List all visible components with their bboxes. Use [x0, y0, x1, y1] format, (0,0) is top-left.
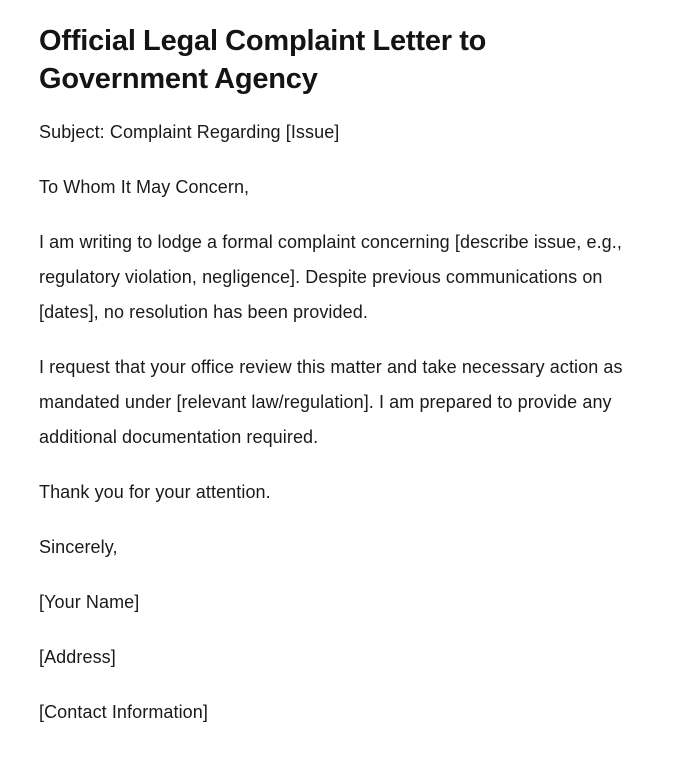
body-paragraph-1: I am writing to lodge a formal complaint concerning [describe issue, e.g., regulatory violation, negligence]. Despite previous communications on [dates], no resolution has been provided. [39, 232, 622, 322]
paragraph-spacer [39, 205, 640, 225]
paragraph-spacer [39, 150, 640, 170]
paragraph-spacer [39, 620, 640, 640]
body-paragraph-2: I request that your office review this matter and take necessary action as mandated under [relevant law/regulation]. I am prepared to provide any additional documentation required. [39, 357, 623, 447]
subject-line: Subject: Complaint Regarding [Issue] [39, 122, 340, 142]
salutation: To Whom It May Concern, [39, 177, 250, 197]
title-spacer [39, 98, 640, 115]
page-title: Official Legal Complaint Letter to Government Agency [39, 25, 487, 95]
paragraph-spacer [39, 510, 640, 530]
closing-thanks: Thank you for your attention. [39, 482, 271, 502]
signature-your-name: [Your Name] [39, 592, 140, 612]
signature-contact-information: [Contact Information] [39, 702, 208, 722]
signature-address: [Address] [39, 647, 116, 667]
paragraph-spacer [39, 330, 640, 350]
paragraph-spacer [39, 455, 640, 475]
paragraph-spacer [39, 565, 640, 585]
signoff: Sincerely, [39, 537, 118, 557]
paragraph-spacer [39, 675, 640, 695]
